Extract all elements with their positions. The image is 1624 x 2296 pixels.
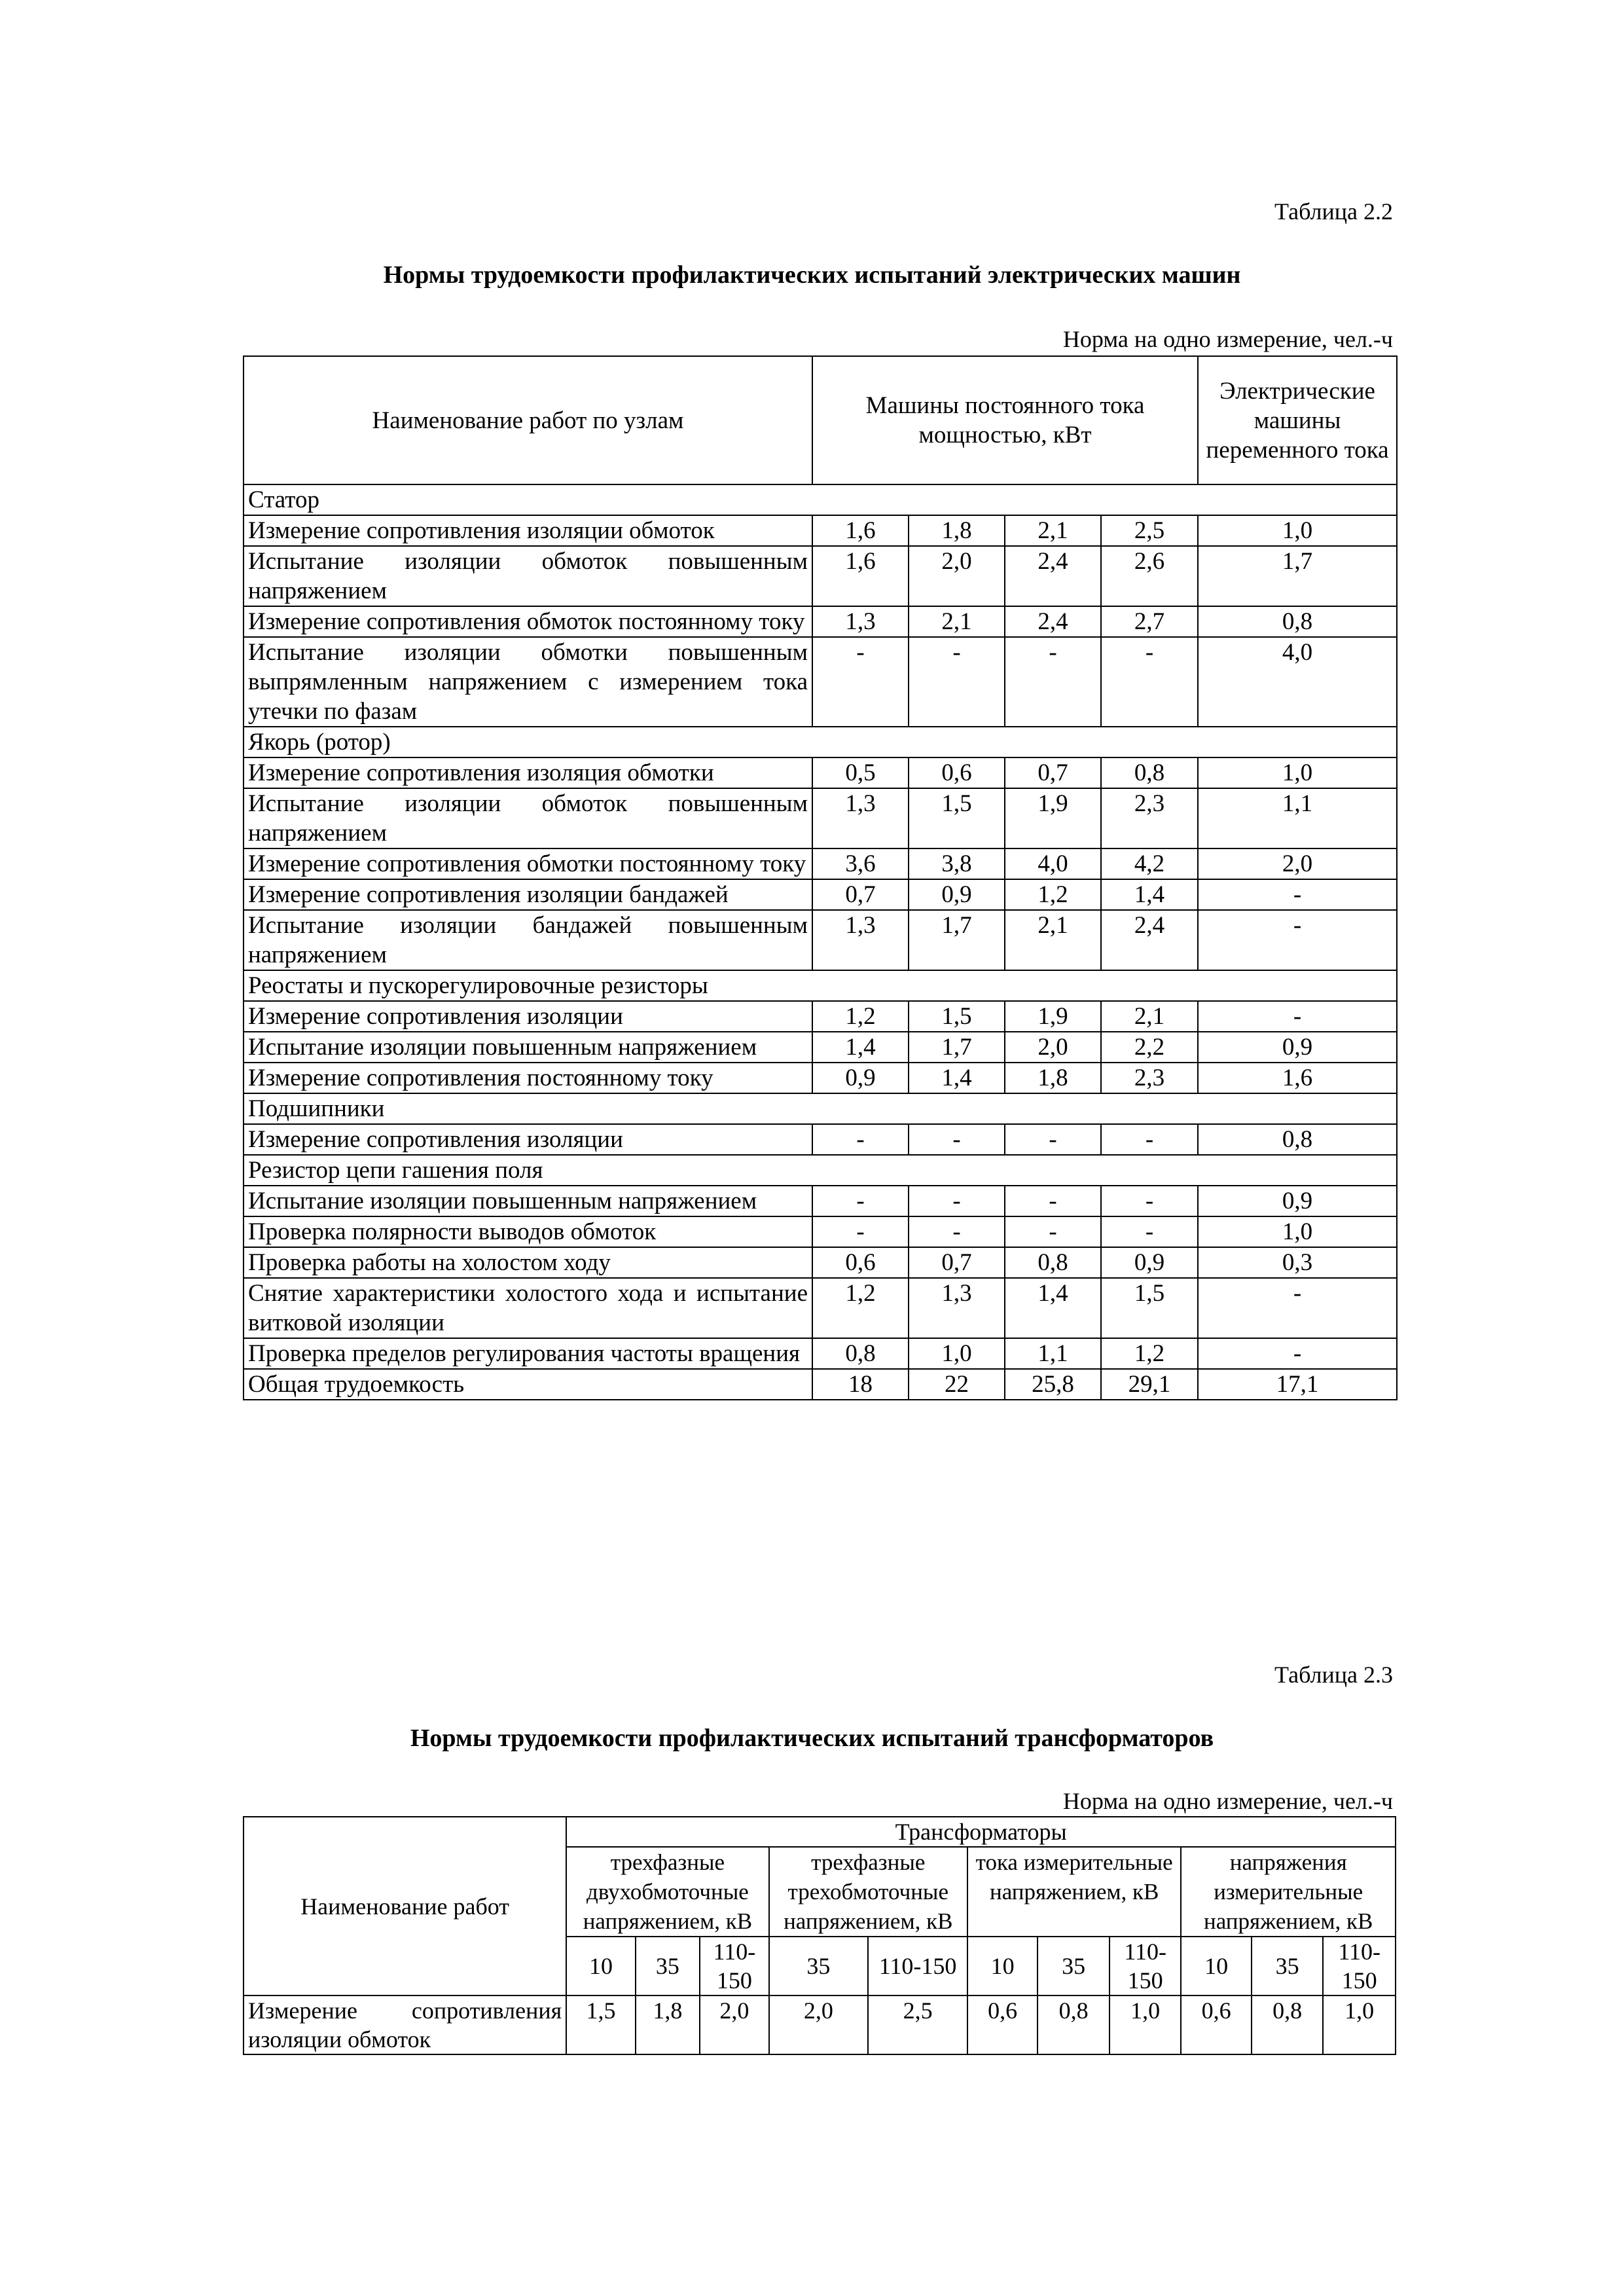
dc-value-cell: 1,9 [1005,788,1101,848]
dc-value-cell: 4,0 [1005,848,1101,879]
work-name-cell: Измерение сопротивления изоляции бандажей [244,879,812,910]
dc-value-cell: 2,1 [909,606,1005,637]
value-cell: 1,0 [1110,1995,1181,2054]
value-cell: 0,6 [1181,1995,1251,2054]
section-title: Якорь (ротор) [244,727,1397,757]
dc-value-cell: 2,7 [1101,606,1198,637]
ac-value-cell: 1,0 [1198,757,1397,788]
dc-value-cell: - [909,1216,1005,1247]
dc-value-cell: 2,6 [1101,546,1198,606]
table-row [244,1247,1397,1278]
table-row [244,1369,1397,1400]
ac-value-cell: 0,9 [1198,1032,1397,1063]
dc-value-cell: 1,2 [1005,879,1101,910]
work-name-cell: Измерение сопротивления изоляции обмоток [244,515,812,546]
dc-value-cell: 2,1 [1005,515,1101,546]
dc-value-cell: 2,5 [1101,515,1198,546]
dc-value-cell: 1,7 [909,1032,1005,1063]
ac-value-cell: 0,3 [1198,1247,1397,1278]
dc-value-cell: 2,4 [1101,910,1198,970]
dc-value-cell: - [812,1124,909,1155]
value-cell: 0,6 [967,1995,1038,2054]
dc-value-cell: 3,8 [909,848,1005,879]
header-dc-machines: Машины постоянного тока мощностью, кВт [812,356,1198,484]
dc-value-cell: 25,8 [1005,1369,1101,1400]
dc-value-cell: - [909,1124,1005,1155]
value-cell: 2,5 [868,1995,967,2054]
voltage-header-cell: 10 [566,1937,635,1995]
dc-value-cell: 0,6 [909,757,1005,788]
dc-value-cell: - [909,1186,1005,1216]
ac-value-cell: 1,1 [1198,788,1397,848]
ac-value-cell: 2,0 [1198,848,1397,879]
work-name-cell: Испытание изоляции повышенным напряжением [244,1186,812,1216]
table-row [244,1124,1397,1155]
dc-value-cell: - [812,1186,909,1216]
dc-value-cell: 1,4 [812,1032,909,1063]
work-name-cell: Испытание изоляции бандажей повышенным напряжением [244,910,812,970]
dc-value-cell: 0,5 [812,757,909,788]
work-name-cell: Измерение сопротивления изоляция обмотки [244,757,812,788]
dc-value-cell: - [1005,637,1101,727]
dc-value-cell: - [1005,1124,1101,1155]
header-three-phase-two-winding: трехфазные двухобмоточные напряжением, кВ [566,1847,768,1937]
work-name-cell: Испытание изоляции обмоток повышенным напряжением [244,546,812,606]
table-header-row [244,1817,1396,1847]
dc-value-cell: 0,9 [909,879,1005,910]
table-row [244,788,1397,848]
dc-value-cell: 1,2 [812,1278,909,1338]
value-cell: 0,8 [1252,1995,1323,2054]
dc-value-cell: 1,4 [1005,1278,1101,1338]
table-2-3-title: Нормы трудоемкости профилактических испытаний трансформаторов [410,1724,1214,1752]
dc-value-cell: 1,5 [909,1001,1005,1032]
table-row [244,1186,1397,1216]
dc-value-cell: - [1101,1186,1198,1216]
work-name-cell: Испытание изоляции обмотки повышенным выпрямленным напряжением с измерением тока утечки по фазам [244,637,812,727]
dc-value-cell: 1,3 [812,910,909,970]
table-2-2-title: Нормы трудоемкости профилактических испытаний электрических машин [383,261,1241,289]
dc-value-cell: 0,9 [812,1063,909,1093]
header-current-measuring: тока измерительные напряжением, кВ [967,1847,1181,1937]
section-row [244,727,1397,757]
dc-value-cell: 0,8 [812,1338,909,1369]
table-row [244,637,1397,727]
section-row [244,970,1397,1001]
voltage-header-cell: 35 [1038,1937,1109,1995]
dc-value-cell: - [1101,1124,1198,1155]
table-row [244,757,1397,788]
dc-value-cell: 1,7 [909,910,1005,970]
header-work-name: Наименование работ по узлам [244,356,812,484]
ac-value-cell: 1,7 [1198,546,1397,606]
dc-value-cell: 22 [909,1369,1005,1400]
dc-value-cell: - [1101,1216,1198,1247]
ac-value-cell: - [1198,910,1397,970]
value-cell: 0,8 [1038,1995,1109,2054]
table-row [244,546,1397,606]
voltage-header-cell: 110-150 [700,1937,768,1995]
value-cell: 1,0 [1323,1995,1396,2054]
dc-value-cell: 2,1 [1101,1001,1198,1032]
section-title: Реостаты и пускорегулировочные резисторы [244,970,1397,1001]
table-2-2-label: Таблица 2.2 [1274,198,1393,225]
section-title: Статор [244,484,1397,515]
ac-value-cell: 0,8 [1198,1124,1397,1155]
ac-value-cell: 1,6 [1198,1063,1397,1093]
voltage-header-cell: 35 [1252,1937,1323,1995]
ac-value-cell: 1,0 [1198,1216,1397,1247]
table-2-2 [243,355,1398,1400]
section-title: Подшипники [244,1093,1397,1124]
value-cell: 1,8 [636,1995,700,2054]
work-name-cell: Испытание изоляции обмоток повышенным напряжением [244,788,812,848]
work-name-cell: Измерение сопротивления обмоток постоянному току [244,606,812,637]
table-row [244,606,1397,637]
table-2-3-unit-note: Норма на одно измерение, чел.-ч [1062,1788,1393,1814]
table-row [244,1032,1397,1063]
dc-value-cell: 3,6 [812,848,909,879]
header-work-name: Наименование работ [244,1817,566,1995]
voltage-header-cell: 10 [1181,1937,1251,1995]
header-transformers: Трансформаторы [566,1817,1396,1847]
dc-value-cell: 0,7 [1005,757,1101,788]
ac-value-cell: - [1198,879,1397,910]
work-name-cell: Проверка пределов регулирования частоты вращения [244,1338,812,1369]
section-row [244,484,1397,515]
voltage-header-cell: 10 [967,1937,1038,1995]
table-row [244,910,1397,970]
dc-value-cell: 1,1 [1005,1338,1101,1369]
voltage-header-cell: 35 [769,1937,869,1995]
dc-value-cell: 4,2 [1101,848,1198,879]
dc-value-cell: 0,9 [1101,1247,1198,1278]
dc-value-cell: 2,0 [1005,1032,1101,1063]
dc-value-cell: - [812,637,909,727]
table-row [244,1216,1397,1247]
work-name-cell: Измерение сопротивления изоляции обмоток [244,1995,566,2054]
table-row [244,515,1397,546]
dc-value-cell: 1,2 [1101,1338,1198,1369]
table-row [244,1995,1396,2054]
table-row [244,1338,1397,1369]
dc-value-cell: 2,3 [1101,1063,1198,1093]
work-name-cell: Измерение сопротивления изоляции [244,1001,812,1032]
voltage-header-cell: 110-150 [1323,1937,1396,1995]
table-row [244,1278,1397,1338]
section-title: Резистор цепи гашения поля [244,1155,1397,1186]
ac-value-cell: 4,0 [1198,637,1397,727]
dc-value-cell: 1,9 [1005,1001,1101,1032]
work-name-cell: Измерение сопротивления обмотки постоянному току [244,848,812,879]
dc-value-cell: 1,4 [909,1063,1005,1093]
dc-value-cell: 0,7 [812,879,909,910]
dc-value-cell: 1,3 [812,606,909,637]
dc-value-cell: 1,3 [909,1278,1005,1338]
table-row [244,1063,1397,1093]
dc-value-cell: 1,5 [909,788,1005,848]
dc-value-cell: 0,6 [812,1247,909,1278]
dc-value-cell: 1,3 [812,788,909,848]
table-2-3 [243,1816,1396,2055]
value-cell: 1,5 [566,1995,635,2054]
header-ac-machines: Электрические машины переменного тока [1198,356,1397,484]
dc-value-cell: 29,1 [1101,1369,1198,1400]
dc-value-cell: - [1005,1216,1101,1247]
table-2-3-label: Таблица 2.3 [1274,1662,1393,1688]
voltage-header-cell: 35 [636,1937,700,1995]
ac-value-cell: 1,0 [1198,515,1397,546]
voltage-header-cell: 110-150 [1110,1937,1181,1995]
dc-value-cell: - [1101,637,1198,727]
dc-value-cell: 0,8 [1101,757,1198,788]
dc-value-cell: 1,6 [812,515,909,546]
dc-value-cell: 1,5 [1101,1278,1198,1338]
work-name-cell: Проверка работы на холостом ходу [244,1247,812,1278]
table-row [244,1001,1397,1032]
section-row [244,1155,1397,1186]
dc-value-cell: 1,8 [909,515,1005,546]
ac-value-cell: - [1198,1278,1397,1338]
section-row [244,1093,1397,1124]
dc-value-cell: 1,8 [1005,1063,1101,1093]
dc-value-cell: 2,0 [909,546,1005,606]
dc-value-cell: - [812,1216,909,1247]
dc-value-cell: 2,3 [1101,788,1198,848]
work-name-cell: Измерение сопротивления изоляции [244,1124,812,1155]
header-three-phase-three-winding: трехфазные трехобмоточные напряжением, кВ [769,1847,967,1937]
work-name-cell: Общая трудоемкость [244,1369,812,1400]
header-voltage-measuring: напряжения измерительные напряжением, кВ [1181,1847,1396,1937]
ac-value-cell: - [1198,1338,1397,1369]
table-row [244,848,1397,879]
ac-value-cell: - [1198,1001,1397,1032]
dc-value-cell: 1,4 [1101,879,1198,910]
dc-value-cell: 2,4 [1005,606,1101,637]
work-name-cell: Проверка полярности выводов обмоток [244,1216,812,1247]
dc-value-cell: 0,7 [909,1247,1005,1278]
table-row [244,879,1397,910]
work-name-cell: Измерение сопротивления постоянному току [244,1063,812,1093]
work-name-cell: Испытание изоляции повышенным напряжением [244,1032,812,1063]
dc-value-cell: 2,4 [1005,546,1101,606]
dc-value-cell: 1,0 [909,1338,1005,1369]
dc-value-cell: 2,1 [1005,910,1101,970]
dc-value-cell: - [1005,1186,1101,1216]
ac-value-cell: 0,8 [1198,606,1397,637]
table-2-2-unit-note: Норма на одно измерение, чел.-ч [1062,326,1393,352]
ac-value-cell: 17,1 [1198,1369,1397,1400]
dc-value-cell: 0,8 [1005,1247,1101,1278]
dc-value-cell: 1,2 [812,1001,909,1032]
voltage-header-cell: 110-150 [868,1937,967,1995]
value-cell: 2,0 [700,1995,768,2054]
dc-value-cell: 18 [812,1369,909,1400]
ac-value-cell: 0,9 [1198,1186,1397,1216]
value-cell: 2,0 [769,1995,869,2054]
table-header-row [244,356,1397,484]
work-name-cell: Снятие характеристики холостого хода и испытание витковой изоляции [244,1278,812,1338]
dc-value-cell: 1,6 [812,546,909,606]
dc-value-cell: - [909,637,1005,727]
dc-value-cell: 2,2 [1101,1032,1198,1063]
